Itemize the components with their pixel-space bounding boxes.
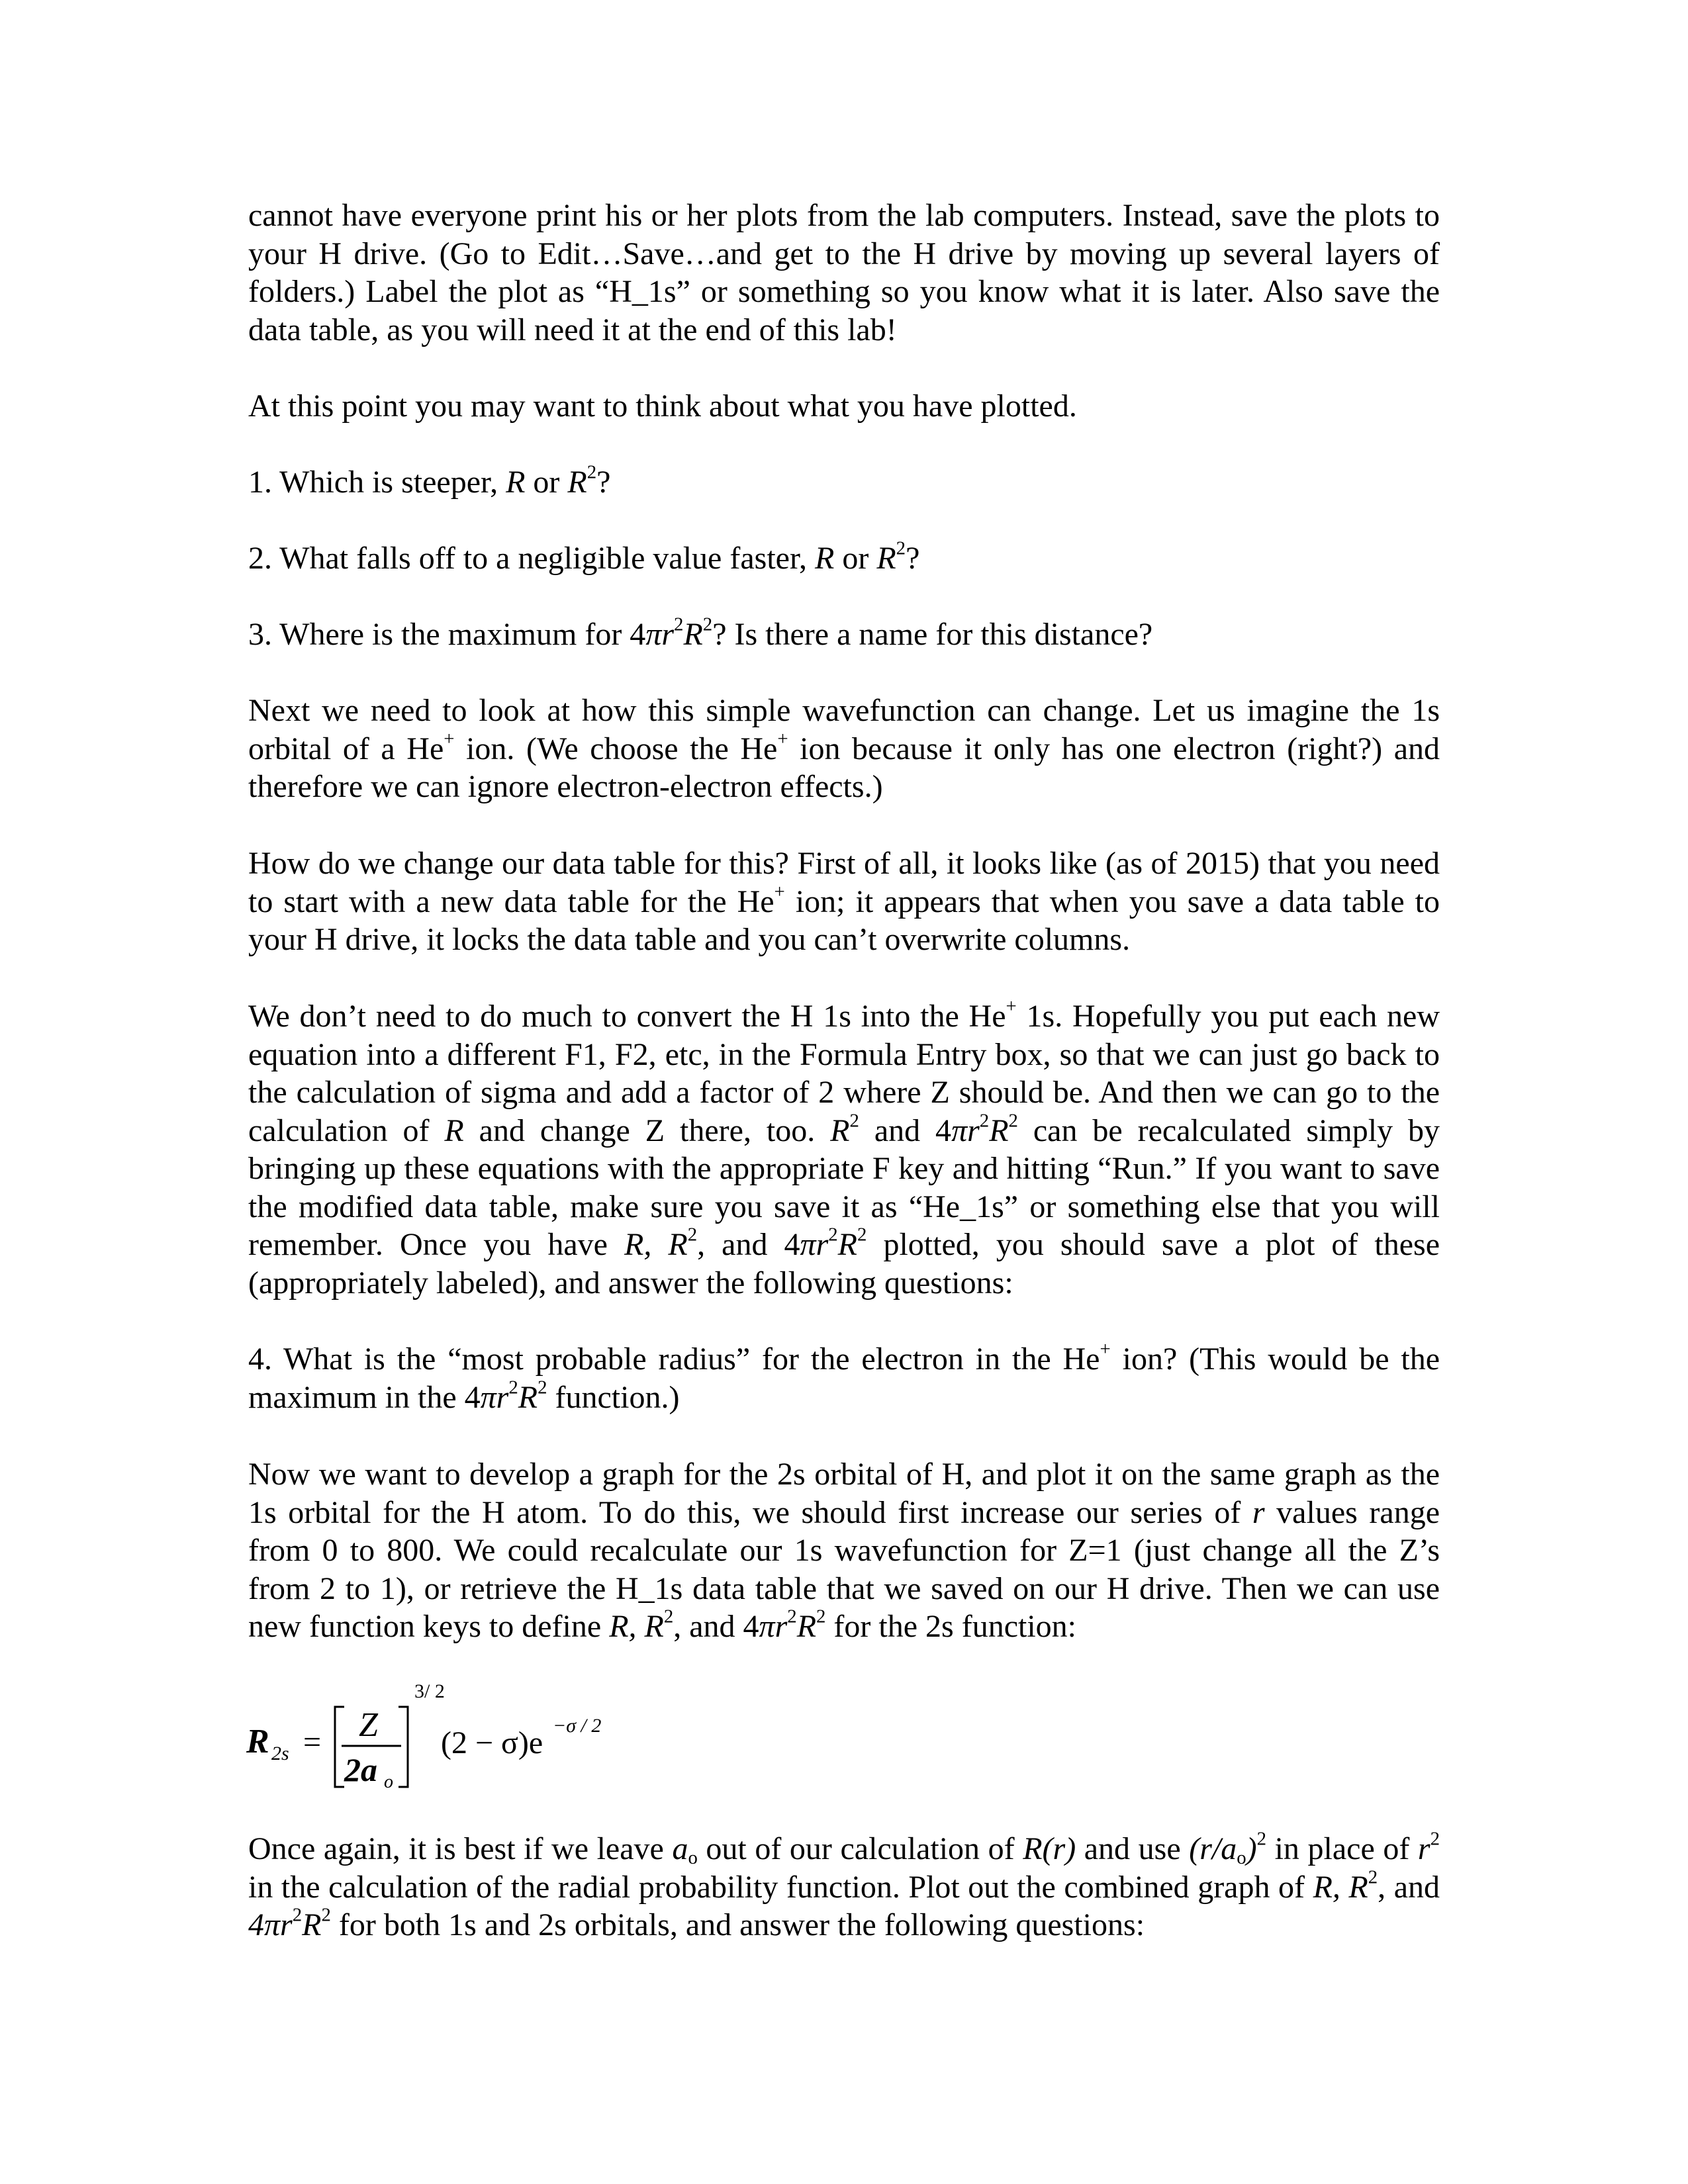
eq-lhs-sub: 2s: [271, 1743, 289, 1764]
eq-lhs: R: [246, 1723, 269, 1760]
equation-r2s: [245, 1678, 708, 1810]
question-4: 4. What is the “most probable radius” for the electron in the He+ ion? (This would be the maximum in the $4\pi r^2R^2$ function.): [248, 1338, 1440, 1415]
eq-e-exponent: −σ / 2: [553, 1715, 602, 1737]
paragraph-think: At this point you may want to think about what you have plotted.: [248, 388, 1077, 424]
eq-denominator-sub: o: [384, 1772, 393, 1792]
eq-exponent: 3/ 2: [414, 1680, 445, 1702]
eq-numerator: Z: [359, 1706, 378, 1744]
eq-factor: (2 − σ)e: [441, 1725, 543, 1760]
paragraph-data-table: How do we change our data table for this? First of all, it looks like (as of 2015) that you need to start with a new data table for the He+ ion; it appears that when you save a data table to your H drive, it locks the data table and you can’t overwrite columns.: [248, 846, 1440, 957]
paragraph-2s-orbital: Now we want to develop a graph for the 2s orbital of H, and plot it on the same graph as the 1s orbital for the H atom. To do this, we should first increase our series of r values range from 0 to 800. We could recalculate our 1s wavefunction for Z=1 (just change all the Z’s from 2 to 1), or retrieve the H_1s data table that we saved on our H drive. Then we can use new function keys to define R, $R^2$, and $4\pi r^2R^2$ for the 2s function:: [248, 1457, 1440, 1644]
question-2: 2. What falls off to a negligible value faster, R or $R^2$?: [248, 537, 920, 576]
question-1: 1. Which is steeper, R or $R^2$?: [248, 461, 611, 500]
eq-denominator: 2a: [344, 1751, 377, 1788]
paragraph-convert: We don’t need to do much to convert the H 1s into the He+ 1s. Hopefully you put each new equation into a different F1, F2, etc, in the Formula Entry box, so that we can just go back to the calculation of sigma and add a factor of 2 where Z should be. And then we can go to the calculation of R and change Z there, too. $R^2$ and $4\pi r^2R^2$ can be recalculated simply by bringing up these equations with the appropriate F key and hitting “Run.” If you want to save the modified data table, make sure you save it as “He_1s” or something else that you will remember. Once you have R, $R^2$, and $4\pi r^2R^2$ plotted, you should save a plot of these (appropriately labeled), and answer the following questions:: [248, 995, 1440, 1300]
paragraph-save-plots: cannot have everyone print his or her plots from the lab computers. Instead, save the plots to your H drive. (Go to Edit…Save…and get to the H drive by moving up several layers of folders.) Label the plot as “H_1s” or something so you know what it is later. Also save the data table, as you will need it at the end of this lab!: [248, 198, 1440, 347]
eq-equals: =: [303, 1725, 322, 1760]
paragraph-once-again: Once again, it is best if we leave $a_o$ out of our calculation of R(r) and use $(r/a_o)^2$ in place of $r^2$ in the calculation of the radial probability function. Plot out the combined graph of R, $R^2$, and $4\pi r^2R^2$ for both 1s and 2s orbitals, and answer the following questions:: [248, 1828, 1440, 1942]
paragraph-he-ion: Next we need to look at how this simple wavefunction can change. Let us imagine the 1s orbital of a He+ ion. (We choose the He+ ion because it only has one electron (right?) and therefore we can ignore electron-electron effects.): [248, 693, 1440, 804]
question-3: 3. Where is the maximum for $4\pi r^2R^2$? Is there a name for this distance?: [248, 614, 1153, 652]
